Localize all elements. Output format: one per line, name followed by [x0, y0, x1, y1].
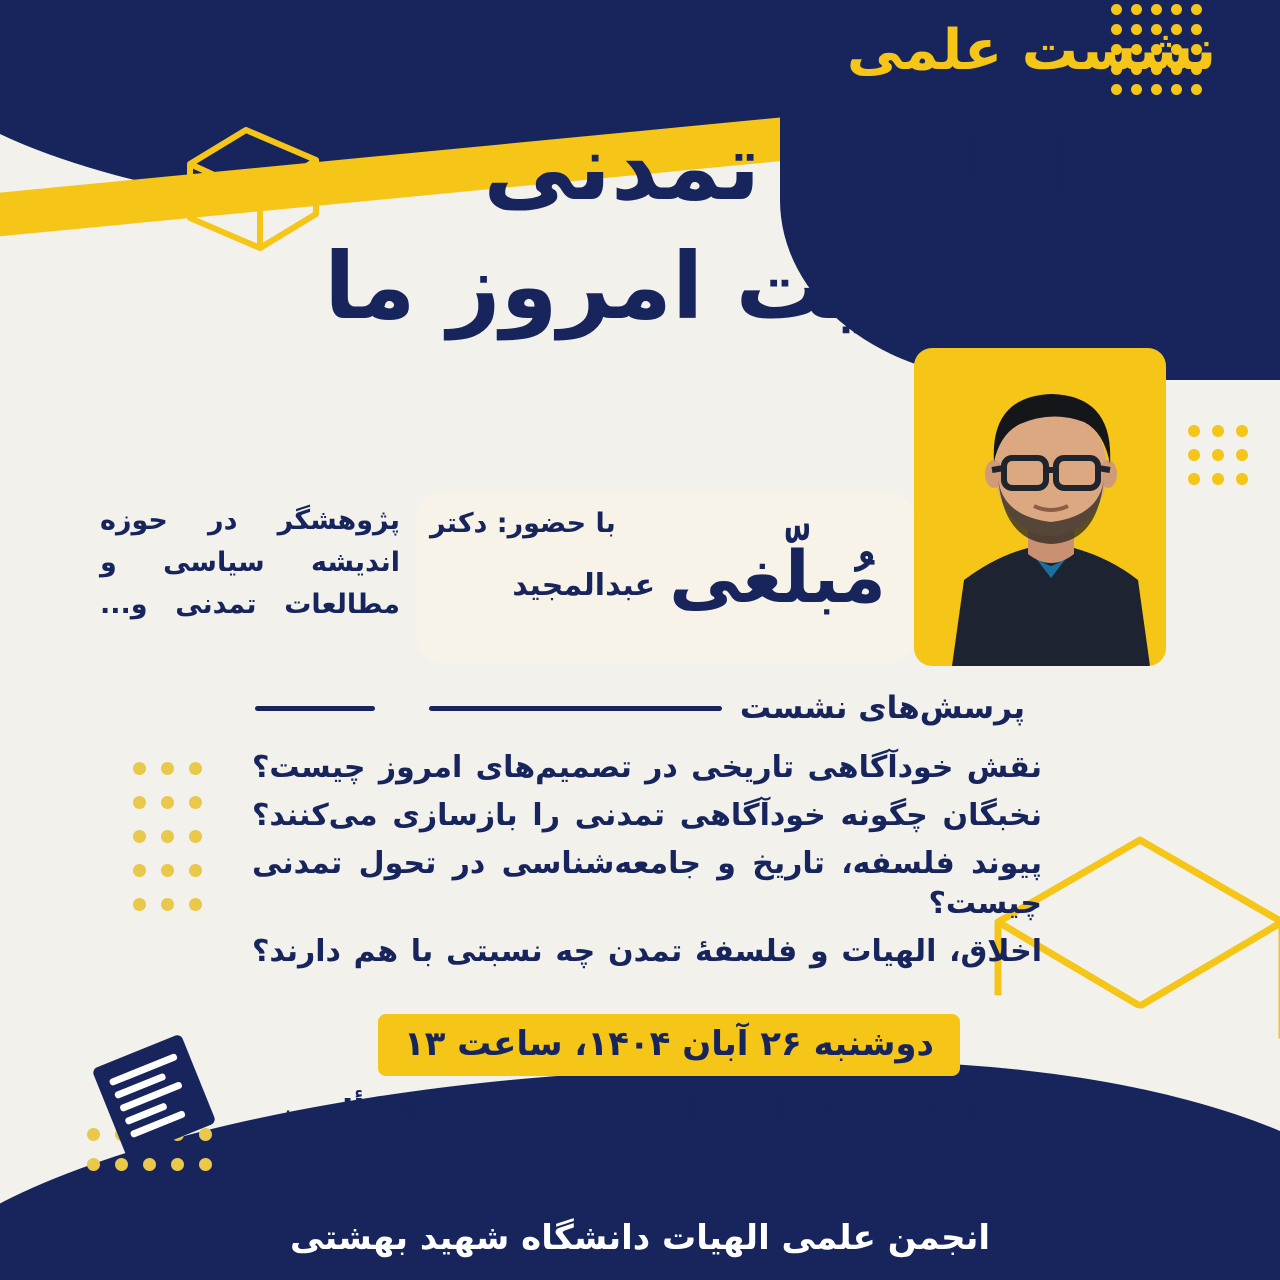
list-item: پیوند فلسفه، تاریخ و جامعه‌شناسی در تحول تمدنی چیست؟ — [252, 845, 1042, 921]
questions-list — [252, 748, 1042, 979]
questions-header-label: پرسش‌های نشست — [739, 690, 1025, 726]
event-date-badge: دوشنبه ۲۶ آبان ۱۴۰۴، ساعت ۱۳ — [378, 1014, 960, 1076]
university-logo-icon — [88, 1030, 220, 1162]
footer-organizer: انجمن علمی الهیات دانشگاه شهید بهشتی — [289, 1218, 991, 1258]
list-item: اخلاق، الهیات و فلسفهٔ تمدن چه نسبتی با هم دارند؟ — [252, 933, 1042, 969]
questions-header — [255, 690, 1025, 726]
list-item: نخبگان چگونه خودآگاهی تمدنی را بازسازی می‌کنند؟ — [252, 797, 1042, 833]
dot-grid-left-middle — [118, 762, 202, 932]
questions-rule-short — [255, 706, 375, 711]
speaker-bio: پژوهشگر در حوزه اندیشه سیاسی و مطالعات تمدنی و... — [100, 505, 400, 620]
speaker-photo-frame — [914, 348, 1166, 666]
speaker-first-name: عبدالمجید — [512, 568, 656, 603]
speaker-card — [416, 492, 914, 664]
poster-title — [120, 110, 1240, 344]
event-venue: دانشکده الهیات و ادیان، سالن صدرالمتألهین — [275, 1092, 990, 1131]
speaker-prefix: با حضور: دکتر — [430, 508, 616, 539]
speaker-surname: مُبلّغی — [669, 535, 886, 619]
dot-grid-right-middle — [1176, 425, 1248, 497]
title-line-2: و مسئولیت امروز ما — [324, 233, 1240, 340]
list-item: نقش خودآگاهی تاریخی در تصمیم‌های امروز چیست؟ — [252, 750, 1042, 785]
speaker-portrait — [924, 366, 1166, 666]
questions-rule-long — [429, 706, 722, 711]
title-line-1: خودآگاهی تمدنی — [483, 114, 1240, 221]
speaker-name-row — [416, 535, 886, 619]
poster-kicker: نشست علمی — [846, 18, 1216, 83]
